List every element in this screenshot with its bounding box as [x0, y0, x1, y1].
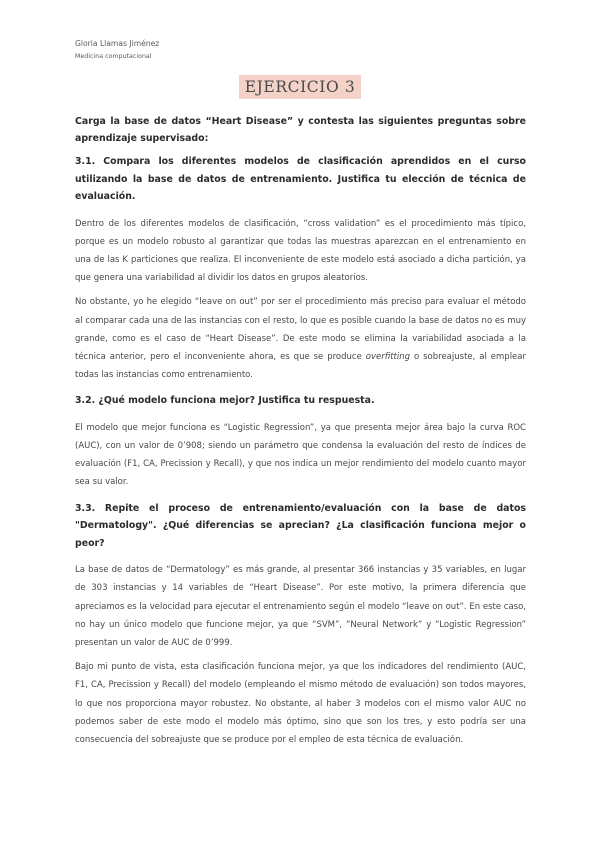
author-name: Gloria Llamas Jiménez	[75, 39, 160, 48]
emphasis-term: overfitting	[365, 351, 411, 362]
intro-statement: Carga la base de datos “Heart Disease” y contesta las siguientes preguntas sobre aprendizaje supervisado:	[75, 116, 526, 144]
question-3-1: 3.1. Compara los diferentes modelos de clasificación aprendidos en el curso utilizando la base de datos de entrenamiento. Justifica tu elección de técnica de evaluación.	[75, 156, 526, 202]
answer-3-3-paragraph-2: Bajo mi punto de vista, esta clasificación funciona mejor, ya que los indicadores del rendimiento (AUC, F1, CA, Precission y Recall) del modelo (empleando el mismo método de evaluación) son todos mayores, lo que nos proporciona mayor robustez. No obstante, al haber 3 modelos con el mismo valor AUC no podemos saber de este modo el modelo más óptimo, sino que son los tres, y esto podría ser una consecuencia del sobreajuste que se produce por el empleo de esta técnica de evaluación.	[75, 662, 526, 745]
exercise-title: EJERCICIO 3	[239, 75, 362, 99]
question-3-3: 3.3. Repite el proceso de entrenamiento/evaluación con la base de datos "Dermatology". ¿Qué diferencias se aprecian? ¿La clasificación funciona mejor o peor?	[75, 502, 526, 549]
question-3-2: 3.2. ¿Qué modelo funciona mejor? Justifica tu respuesta.	[75, 395, 375, 407]
course-name: Medicina computacional	[75, 53, 152, 60]
title-wrapper	[0, 75, 600, 99]
answer-3-3-paragraph-1: La base de datos de “Dermatology” es más grande, al presentar 366 instancias y 35 variables, en lugar de 303 instancias y 14 variables de “Heart Disease”. Por este motivo, la primera diferencia que apreciamos es la velocidad para ejecutar el entrenamiento según el modelo “leave on out”. En este caso, no hay un único modelo que funcione mejor, ya que “SVM”, “Neural Network” y “Logistic Regression” presentan un valor de AUC de 0’999.	[75, 565, 526, 648]
answer-text: No obstante, yo he elegido “leave on out” por ser el procedimiento más preciso para evaluar el método al comparar cada una de las instancias con el resto, lo que es posible cuando la base de datos no es muy grande, como es el caso de “Heart Disease”. De este modo se elimina la variabilidad asociada a la técnica anterior, pero el inconveniente ahora, es que se produce	[75, 297, 526, 362]
answer-3-1-paragraph-2	[75, 293, 526, 384]
answer-3-1-paragraph-1: Dentro de los diferentes modelos de clasificación, “cross validation” es el procedimiento más típico, porque es un modelo robusto al garantizar que todas las muestras aparezcan en el entrenamiento en una de las K particiones que realiza. El inconveniente de este modelo está asociado a dicha partición, ya que genera una variabilidad al dividir los datos en grupos aleatorios.	[75, 218, 526, 284]
answer-text: o sobreajuste, al emplear todas las instancias como entrenamiento.	[75, 351, 526, 381]
document-body	[75, 113, 526, 749]
page-header	[75, 38, 159, 63]
answer-3-2-paragraph-1: El modelo que mejor funciona es “Logistic Regression”, ya que presenta mejor área bajo la curva ROC (AUC), con un valor de 0’908; siendo un parámetro que condensa la evaluación del resto de índices de evaluación (F1, CA, Precission y Recall), y que nos indica un mejor rendimiento del modelo cuanto mayor sea su valor.	[75, 422, 526, 488]
